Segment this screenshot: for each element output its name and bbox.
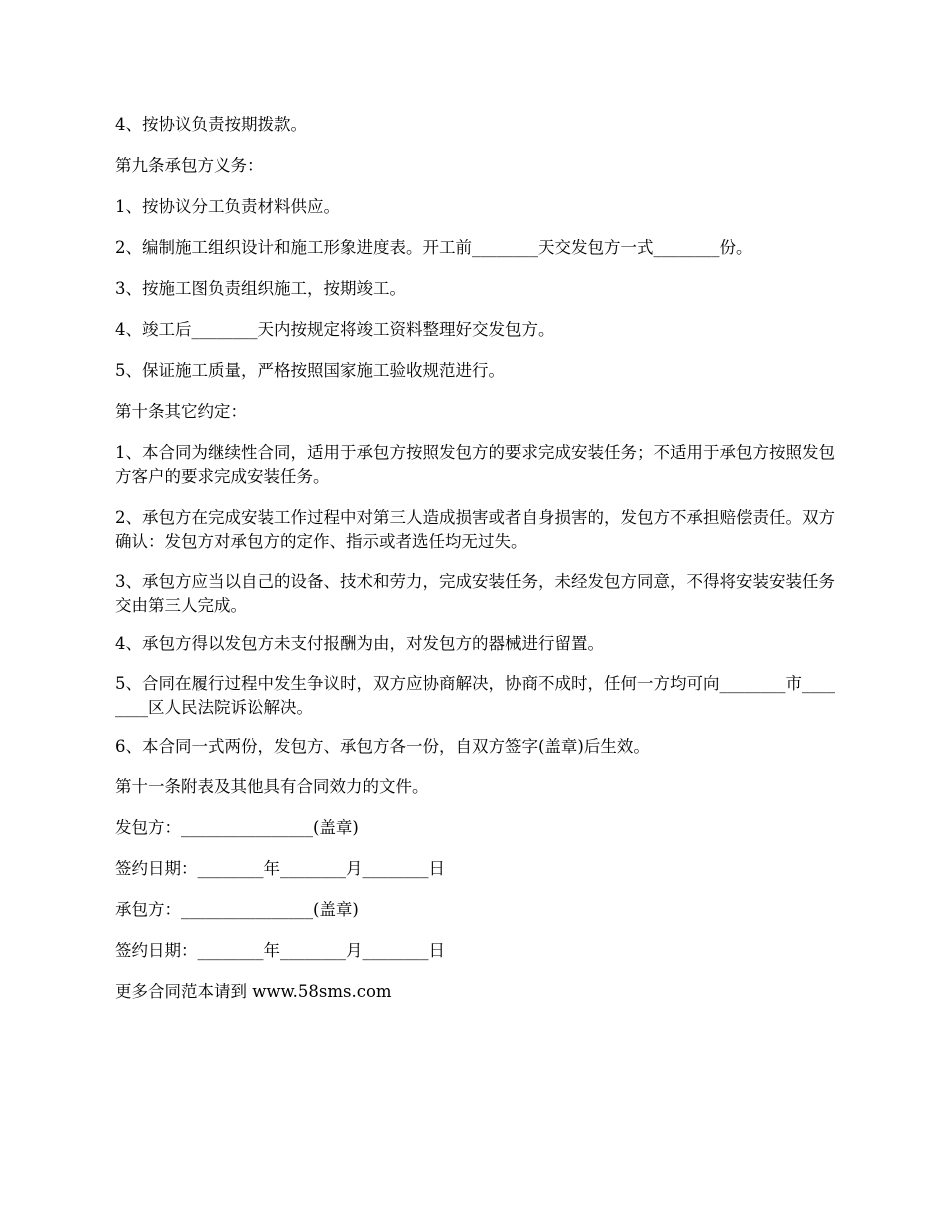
clause-9-heading: 第九条承包方义务： xyxy=(115,156,264,175)
clause-9-item-2: 2、编制施工组织设计和施工形象进度表。开工前________天交发包方一式________份。 xyxy=(115,238,753,257)
clause-10-heading: 第十条其它约定： xyxy=(115,402,247,421)
clause-10-item-3: 3、承包方应当以自己的设备、技术和劳力，完成安装任务，未经发包方同意，不得将安装安装任务交由第三人完成。 xyxy=(115,572,835,615)
clause-9-item-3: 3、按施工图负责组织施工，按期竣工。 xyxy=(115,279,406,298)
party-b-sign-date: 签约日期：________年________月________日 xyxy=(115,941,445,960)
clause-10-item-6: 6、本合同一式两份，发包方、承包方各一份，自双方签字(盖章)后生效。 xyxy=(115,737,650,756)
clause-11-heading: 第十一条附表及其他具有合同效力的文件。 xyxy=(115,777,429,796)
clause-10-item-4: 4、承包方得以发包方未支付报酬为由，对发包方的器械进行留置。 xyxy=(115,634,604,653)
party-b-signature: 承包方：________________(盖章) xyxy=(115,900,359,919)
clause-10-item-5: 5、合同在履行过程中发生争议时，双方应协商解决，协商不成时，任何一方均可向________市________区人民法院诉讼解决。 xyxy=(115,674,835,717)
clause-10-item-2: 2、承包方在完成安装工作过程中对第三人造成损害或者自身损害的，发包方不承担赔偿责任。双方确认：发包方对承包方的定作、指示或者选任均无过失。 xyxy=(115,508,835,551)
clause-9-item-1: 1、按协议分工负责材料供应。 xyxy=(115,197,340,216)
clause-9-item-4: 4、竣工后________天内按规定将竣工资料整理好交发包方。 xyxy=(115,320,555,339)
party-a-sign-date: 签约日期：________年________月________日 xyxy=(115,859,445,878)
footer-more-templates: 更多合同范本请到 www.58sms.com xyxy=(115,982,392,1001)
clause-9-item-5: 5、保证施工质量，严格按照国家施工验收规范进行。 xyxy=(115,361,505,380)
clause-8-item-4: 4、按协议负责按期拨款。 xyxy=(115,115,307,134)
clause-10-item-1: 1、本合同为继续性合同，适用于承包方按照发包方的要求完成安装任务；不适用于承包方按照发包方客户的要求完成安装任务。 xyxy=(115,443,835,486)
party-a-signature: 发包方：________________(盖章) xyxy=(115,818,359,837)
